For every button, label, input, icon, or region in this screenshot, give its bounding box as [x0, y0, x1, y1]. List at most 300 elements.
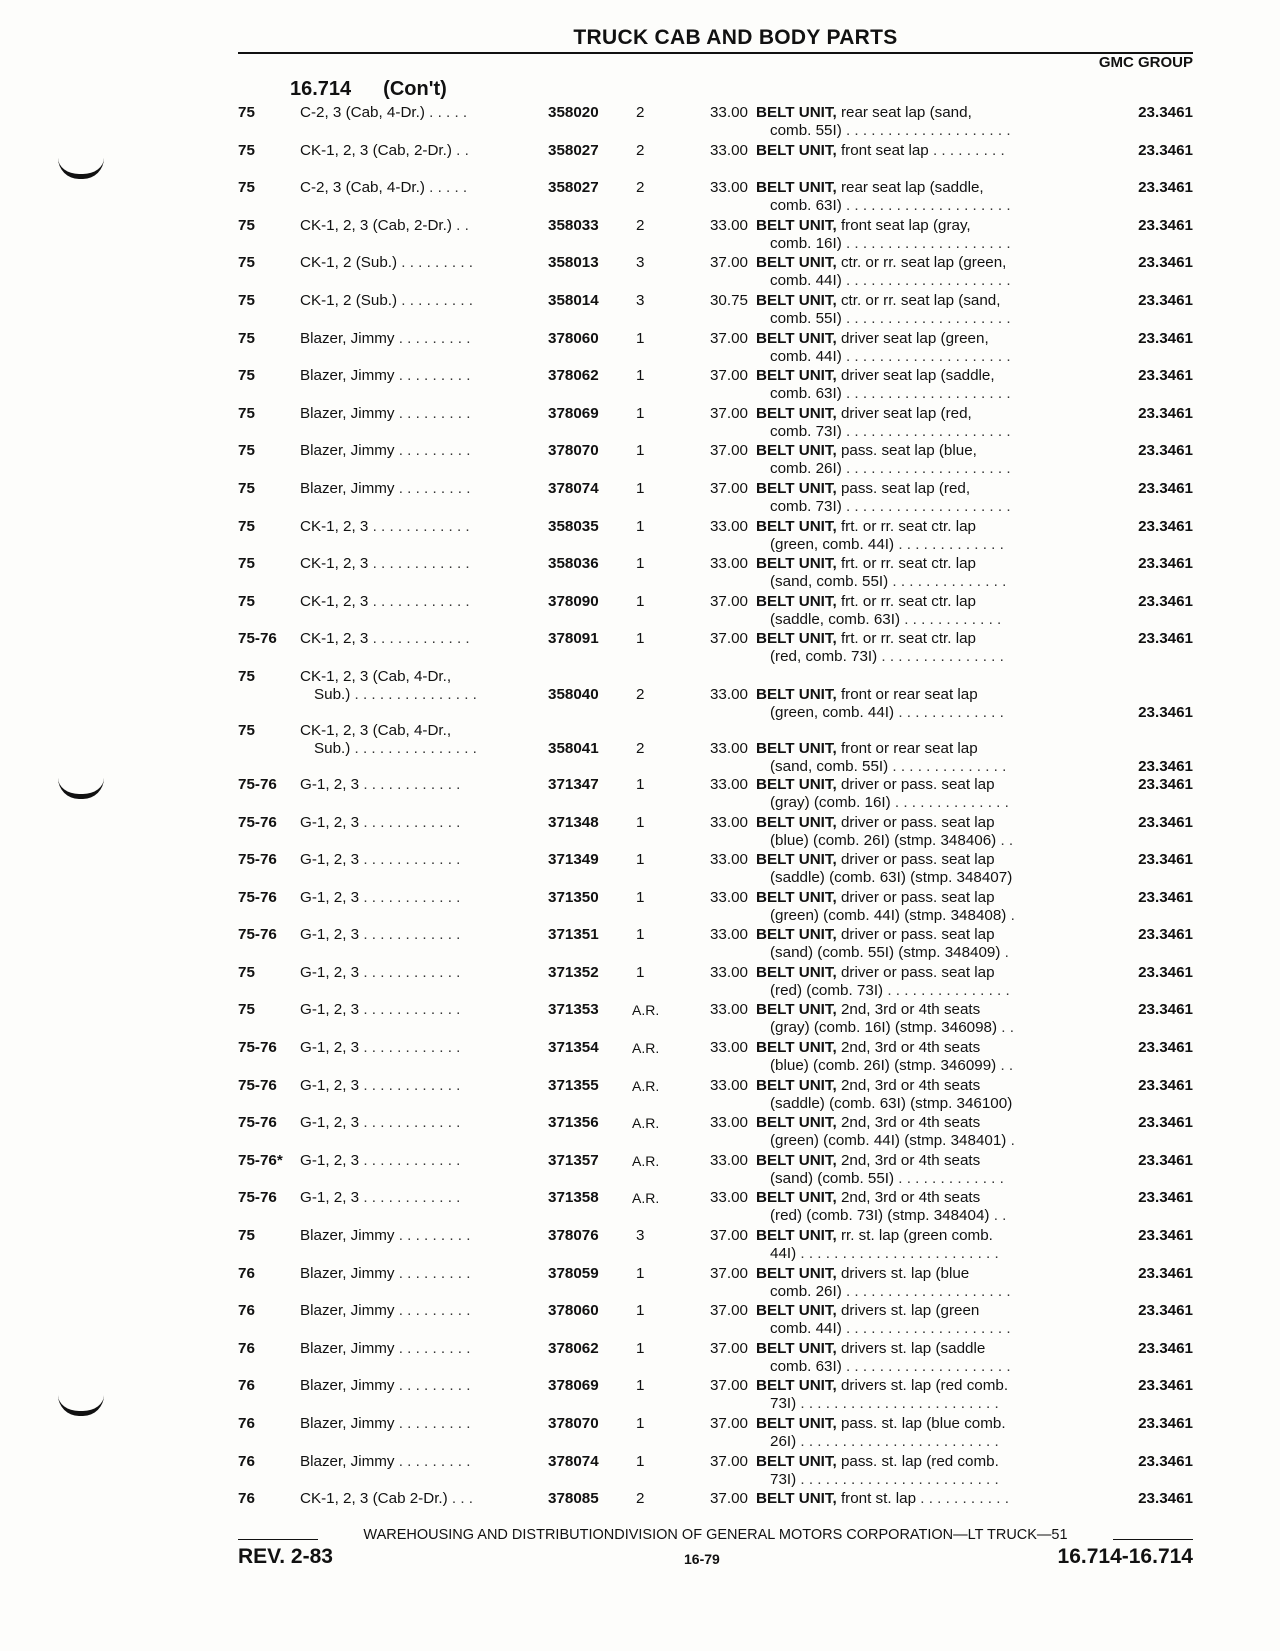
table-row	[238, 630, 1193, 668]
price-cell: 33.00	[709, 179, 748, 197]
leader-dots: . . . . . . . . .	[394, 404, 471, 422]
part-number-cell: 378062	[548, 1339, 599, 1357]
table-row	[238, 555, 1193, 593]
group-number-cell: 23.3461	[1138, 179, 1193, 197]
description-text: driver or pass. seat lap	[836, 851, 995, 869]
table-row	[238, 776, 1193, 814]
description-text-2: comb. 55I)	[770, 122, 842, 139]
description-line-1	[756, 179, 984, 196]
description-cell	[756, 179, 1086, 215]
description-cell	[756, 1453, 1086, 1489]
model-cell	[300, 889, 515, 907]
group-number-cell: 23.3461	[1138, 367, 1193, 385]
leader-dots: .	[1000, 944, 1009, 962]
description-cell	[756, 593, 1086, 629]
description-cell	[756, 1302, 1086, 1338]
model-cell	[300, 593, 515, 611]
model-text-2: Sub.)	[314, 685, 351, 703]
quantity-cell: 3	[636, 254, 645, 272]
description-line-2	[756, 1057, 1086, 1075]
group-number-cell: 23.3461	[1138, 1227, 1193, 1245]
leader-dots: . . . . . . . . . . . . . . . . . . . .	[841, 272, 1011, 290]
table-row	[238, 1039, 1193, 1077]
footer-line	[238, 1527, 1193, 1543]
description-line-1	[756, 104, 972, 121]
price-cell: 33.00	[709, 775, 748, 793]
description-cell	[756, 1227, 1086, 1263]
model-text: CK-1, 2, 3	[300, 555, 369, 573]
model-text: G-1, 2, 3	[300, 1151, 360, 1169]
quantity-cell: 2	[636, 216, 645, 234]
price-cell: 33.00	[709, 1076, 748, 1094]
description-text: pass. st. lap (red comb.	[836, 1452, 999, 1470]
year-cell: 75	[238, 329, 255, 347]
description-text: driver seat lap (green,	[836, 329, 989, 347]
quantity-cell: 2	[636, 1490, 645, 1508]
model-text: G-1, 2, 3	[300, 1189, 360, 1207]
description-text-2: 73I)	[770, 1395, 797, 1413]
leader-dots: . . . . . . . . . . . . . . . . . . . .	[841, 234, 1011, 252]
description-keyword: BELT UNIT,	[756, 1227, 837, 1245]
description-keyword: BELT UNIT,	[756, 739, 837, 757]
year-cell: 76	[238, 1264, 255, 1282]
description-text: 2nd, 3rd or 4th seats	[836, 1189, 981, 1207]
model-cell	[300, 776, 515, 794]
group-number-cell: 23.3461	[1138, 216, 1193, 234]
part-number-cell: 378060	[548, 1302, 599, 1320]
leader-dots: . . . . . . . . .	[394, 442, 471, 460]
leader-dots: . . . . . . . . . . . . . . . . . . . .	[841, 1357, 1011, 1375]
leader-dots: . . . . . . . . . . . .	[359, 1114, 461, 1132]
year-cell: 76	[238, 1490, 255, 1508]
model-cell	[300, 668, 515, 704]
description-keyword: BELT UNIT,	[756, 517, 837, 535]
description-line-2	[756, 1433, 1086, 1451]
leader-dots: . . . . . . . . .	[397, 254, 474, 272]
price-cell: 30.75	[709, 291, 748, 309]
model-cell	[300, 254, 515, 272]
description-text: front or rear seat lap	[836, 739, 978, 757]
table-row	[238, 1340, 1193, 1378]
leader-dots: . . . . . . . . .	[394, 1452, 471, 1470]
part-number-cell: 378074	[548, 1452, 599, 1470]
leader-dots: . . . . . . . . . . . . . . . . . . . .	[841, 347, 1011, 365]
part-number-cell: 378085	[548, 1490, 599, 1508]
description-line-2	[756, 1095, 1086, 1113]
description-line-2	[756, 832, 1086, 850]
part-number-cell: 378069	[548, 404, 599, 422]
description-text-2: (red) (comb. 73I) (stmp. 348404)	[770, 1207, 990, 1225]
description-cell	[756, 686, 1086, 722]
price-cell: 33.00	[709, 1189, 748, 1207]
quantity-cell: 1	[636, 367, 645, 385]
model-text: G-1, 2, 3	[300, 851, 360, 869]
group-number-cell: 23.3461	[1138, 1302, 1193, 1320]
description-cell	[756, 555, 1086, 591]
quantity-cell: 1	[636, 1377, 645, 1395]
leader-dots: . . . . . . . . .	[394, 367, 471, 385]
year-cell: 75	[238, 1227, 255, 1245]
description-cell	[756, 964, 1086, 1000]
description-keyword: BELT UNIT,	[756, 1189, 837, 1207]
table-row	[238, 668, 1193, 722]
description-cell	[756, 1114, 1086, 1150]
group-number-cell: 23.3461	[1138, 926, 1193, 944]
model-cell	[300, 292, 515, 310]
description-text: ctr. or rr. seat lap (green,	[836, 254, 1007, 272]
part-number-cell: 371350	[548, 888, 599, 906]
price-cell: 33.00	[709, 851, 748, 869]
part-number-cell: 371353	[548, 1001, 599, 1019]
model-cell	[300, 1265, 515, 1283]
part-number-cell: 378059	[548, 1264, 599, 1282]
footer-rule-left	[238, 1539, 318, 1540]
group-number-cell: 23.3461	[1138, 963, 1193, 981]
leader-dots: . . . . . . . . .	[394, 1227, 471, 1245]
model-cell	[300, 480, 515, 498]
year-cell: 75-76	[238, 813, 277, 831]
year-cell: 75	[238, 367, 255, 385]
description-text-2: comb. 44I)	[770, 347, 842, 365]
leader-dots: . . . . . . . . . . . .	[359, 1076, 461, 1094]
group-number-cell: 23.3461	[1138, 757, 1193, 775]
description-cell	[756, 1001, 1086, 1037]
description-keyword: BELT UNIT,	[756, 963, 837, 981]
year-cell: 75	[238, 517, 255, 535]
price-cell: 37.00	[709, 442, 748, 460]
price-cell: 33.00	[709, 685, 748, 703]
description-cell	[756, 630, 1086, 666]
leader-dots: . . . . . . . . . . . . . . .	[350, 685, 477, 703]
model-text: G-1, 2, 3	[300, 926, 360, 944]
model-text: G-1, 2, 3	[300, 1114, 360, 1132]
leader-dots: . . . . . . . . . . . . . . . . . . . .	[841, 1282, 1011, 1300]
leader-dots: . . . . . . . . . . . . . .	[888, 757, 1007, 775]
description-cell	[756, 1340, 1086, 1376]
group-number-cell: 23.3461	[1138, 1001, 1193, 1019]
description-cell	[756, 1265, 1086, 1301]
model-cell	[300, 442, 515, 460]
leader-dots: . . . . . . . . . . . . . . . . . . . . . . . .	[796, 1470, 999, 1488]
model-text: Blazer, Jimmy	[300, 1339, 395, 1357]
leader-dots: . . . . . . . . . . . . . . . . . . . . . . . .	[796, 1245, 999, 1263]
description-text: frt. or rr. seat ctr. lap	[836, 555, 976, 573]
price-cell: 33.00	[709, 888, 748, 906]
year-cell: 75	[238, 555, 255, 573]
model-cell	[300, 555, 515, 573]
table-row	[238, 1265, 1193, 1303]
table-row	[238, 1415, 1193, 1453]
description-text: rear seat lap (saddle,	[836, 179, 984, 197]
description-cell	[756, 926, 1086, 962]
table-row	[238, 1114, 1193, 1152]
description-line-2	[756, 197, 1086, 215]
model-text: CK-1, 2, 3	[300, 630, 369, 648]
model-cell	[300, 142, 515, 160]
description-text: drivers st. lap (red comb.	[836, 1377, 1009, 1395]
model-cell	[300, 1152, 515, 1170]
description-text-2: (gray) (comb. 16I)	[770, 793, 891, 811]
description-line-2	[756, 122, 1086, 140]
model-text: C-2, 3 (Cab, 4-Dr.)	[300, 104, 425, 121]
description-keyword: BELT UNIT,	[756, 630, 837, 648]
description-line-1	[756, 1001, 980, 1018]
quantity-cell: 1	[636, 888, 645, 906]
price-cell: 37.00	[709, 1452, 748, 1470]
leader-dots: . . . . . . . . . . . .	[359, 926, 461, 944]
description-text: frt. or rr. seat ctr. lap	[836, 517, 976, 535]
description-line-2	[756, 704, 1086, 722]
description-text-2: comb. 63I)	[770, 385, 842, 403]
price-cell: 33.00	[709, 1151, 748, 1169]
description-cell	[756, 480, 1086, 516]
description-cell	[756, 1415, 1086, 1451]
leader-dots: . . . . . . . . . . . .	[359, 1039, 461, 1057]
table-row	[238, 964, 1193, 1002]
description-text: front st. lap	[836, 1490, 917, 1508]
description-line-2	[756, 1395, 1086, 1413]
description-keyword: BELT UNIT,	[756, 254, 837, 272]
description-line-2	[756, 348, 1086, 366]
description-text: 2nd, 3rd or 4th seats	[836, 1151, 981, 1169]
year-cell: 75-76	[238, 630, 277, 648]
price-cell: 33.00	[709, 555, 748, 573]
year-cell: 76	[238, 1377, 255, 1395]
year-cell: 75	[238, 667, 255, 685]
group-number-cell: 23.3461	[1138, 703, 1193, 721]
description-cell	[756, 1039, 1086, 1075]
group-number-cell: 23.3461	[1138, 442, 1193, 460]
leader-dots: . .	[996, 831, 1014, 849]
description-text-2: (green) (comb. 44I) (stmp. 348408)	[770, 906, 1007, 924]
description-line-1	[756, 851, 995, 868]
leader-dots: . . . . . . . . . . . .	[368, 517, 470, 535]
table-row	[238, 1453, 1193, 1491]
part-number-cell: 371357	[548, 1151, 599, 1169]
description-line-2	[756, 907, 1086, 925]
description-text: 2nd, 3rd or 4th seats	[836, 1076, 981, 1094]
price-cell: 37.00	[709, 479, 748, 497]
model-cell	[300, 630, 515, 648]
part-number-cell: 358014	[548, 291, 599, 309]
leader-dots: . .	[989, 1207, 1007, 1225]
table-row	[238, 1077, 1193, 1115]
description-keyword: BELT UNIT,	[756, 404, 837, 422]
year-cell: 75	[238, 479, 255, 497]
model-cell	[300, 1377, 515, 1395]
description-text: driver or pass. seat lap	[836, 888, 995, 906]
description-text-2: (green, comb. 44I)	[770, 703, 895, 721]
quantity-cell: 1	[636, 479, 645, 497]
model-text: CK-1, 2, 3 (Cab, 2-Dr.)	[300, 141, 452, 159]
leader-dots: . . . . . . . . . . . .	[359, 851, 461, 869]
group-number-cell: 23.3461	[1138, 630, 1193, 648]
model-cell	[300, 1302, 515, 1320]
table-row	[238, 851, 1193, 889]
part-number-cell: 378091	[548, 630, 599, 648]
description-cell	[756, 1152, 1086, 1188]
table-row	[238, 1490, 1193, 1528]
model-line-2	[300, 740, 515, 758]
model-cell	[300, 518, 515, 536]
price-cell: 33.00	[709, 141, 748, 159]
group-number-cell: 23.3461	[1138, 1415, 1193, 1432]
model-text: C-2, 3 (Cab, 4-Dr.)	[300, 179, 425, 197]
leader-dots: . . . . . . . . . . . . . . . . . . . .	[841, 309, 1011, 327]
description-text-2: (red, comb. 73I)	[770, 648, 878, 666]
description-line-2	[756, 498, 1086, 516]
year-cell: 76	[238, 1339, 255, 1357]
description-text: frt. or rr. seat ctr. lap	[836, 630, 976, 648]
quantity-cell: 1	[636, 1452, 645, 1470]
table-row	[238, 1189, 1193, 1227]
description-line-1	[756, 1490, 1009, 1507]
description-line-2	[756, 1471, 1086, 1489]
part-number-cell: 371349	[548, 851, 599, 869]
table-row	[238, 1302, 1193, 1340]
leader-dots: .	[1006, 906, 1015, 924]
quantity-cell: 1	[636, 1302, 645, 1320]
description-line-1	[756, 555, 976, 572]
description-text-2: (saddle, comb. 63I)	[770, 610, 900, 628]
group-number-cell: 23.3461	[1138, 1039, 1193, 1057]
description-line-1	[756, 142, 1005, 159]
description-text-2: 26I)	[770, 1433, 797, 1450]
model-text: G-1, 2, 3	[300, 1039, 360, 1057]
description-keyword: BELT UNIT,	[756, 592, 837, 610]
model-cell	[300, 1340, 515, 1358]
part-number-cell: 371358	[548, 1189, 599, 1207]
description-text: ctr. or rr. seat lap (sand,	[836, 291, 1001, 309]
description-line-2	[756, 869, 1086, 887]
group-number-cell: 23.3461	[1138, 291, 1193, 309]
description-keyword: BELT UNIT,	[756, 888, 837, 906]
description-text-2: comb. 63I)	[770, 197, 842, 215]
section-heading	[290, 78, 447, 101]
description-text: driver seat lap (red,	[836, 404, 972, 422]
year-cell: 76	[238, 1452, 255, 1470]
model-cell	[300, 1490, 515, 1508]
description-text: driver or pass. seat lap	[836, 813, 995, 831]
model-cell	[300, 926, 515, 944]
description-cell	[756, 405, 1086, 441]
description-line-2	[756, 235, 1086, 253]
description-keyword: BELT UNIT,	[756, 1039, 837, 1057]
leader-dots: . . . . . . . . . . . . . .	[890, 793, 1009, 811]
model-text: Blazer, Jimmy	[300, 1377, 395, 1395]
description-text-2: comb. 73I)	[770, 422, 842, 440]
description-cell	[756, 1077, 1086, 1113]
price-cell: 33.00	[709, 104, 748, 121]
quantity-cell: 1	[636, 1339, 645, 1357]
price-cell: 37.00	[709, 630, 748, 648]
description-line-2	[756, 648, 1086, 666]
price-cell: 37.00	[709, 1264, 748, 1282]
description-keyword: BELT UNIT,	[756, 1076, 837, 1094]
leader-dots: . . . . . . . . .	[394, 1302, 471, 1320]
model-text: G-1, 2, 3	[300, 1001, 360, 1019]
model-cell	[300, 814, 515, 832]
year-cell: 75	[238, 442, 255, 460]
leader-dots: . . . . . . . . . . . . . . . . . . . .	[841, 197, 1011, 215]
table-row	[238, 518, 1193, 556]
leader-dots: . . . . . . . . . . . .	[359, 1151, 461, 1169]
description-line-2	[756, 1170, 1086, 1188]
table-row	[238, 480, 1193, 518]
model-cell	[300, 1453, 515, 1471]
quantity-cell: 1	[636, 592, 645, 610]
leader-dots: . . . . . . . . .	[928, 141, 1005, 159]
leader-dots: . . . . . . . . . . . . . . . . . . . .	[841, 422, 1011, 440]
model-text: CK-1, 2, 3 (Cab, 4-Dr.,	[300, 667, 452, 685]
model-text-2: Sub.)	[314, 739, 351, 757]
quantity-cell: A.R.	[632, 1115, 660, 1132]
year-cell: 75-76	[238, 1076, 277, 1094]
price-cell: 33.00	[709, 216, 748, 234]
description-text-2: comb. 44I)	[770, 272, 842, 290]
quantity-cell: 1	[636, 775, 645, 793]
description-line-1	[756, 1340, 985, 1357]
year-cell: 75	[238, 141, 255, 159]
leader-dots: . . . . . . . . . . . .	[368, 630, 470, 648]
model-cell	[300, 1114, 515, 1132]
part-number-cell: 371354	[548, 1039, 599, 1057]
model-text: Blazer, Jimmy	[300, 1227, 395, 1245]
description-text: pass. st. lap (blue comb.	[836, 1415, 1006, 1432]
leader-dots: . . . . . . . . .	[394, 329, 471, 347]
description-line-2	[756, 536, 1086, 554]
model-text: Blazer, Jimmy	[300, 479, 395, 497]
table-row	[238, 405, 1193, 443]
model-cell	[300, 367, 515, 385]
quantity-cell: 3	[636, 291, 645, 309]
table-row	[238, 254, 1193, 292]
description-cell	[756, 889, 1086, 925]
leader-dots: . . . . . . . . . . . . . . . . . . . . . . . .	[796, 1433, 999, 1450]
group-number-cell: 23.3461	[1138, 141, 1193, 159]
leader-dots: . . . . . . . . . . . . . . .	[350, 739, 477, 757]
description-text-2: comb. 16I)	[770, 234, 842, 252]
model-cell	[300, 851, 515, 869]
section-number: 16.714	[290, 78, 352, 100]
leader-dots: . . . . . . . . . . . . .	[894, 1169, 1004, 1187]
description-text: pass. seat lap (red,	[836, 479, 971, 497]
group-number-cell: 23.3461	[1138, 1452, 1193, 1470]
quantity-cell: 2	[636, 685, 645, 703]
model-text: G-1, 2, 3	[300, 813, 360, 831]
price-cell: 33.00	[709, 813, 748, 831]
description-cell	[756, 518, 1086, 554]
description-keyword: BELT UNIT,	[756, 685, 837, 703]
revision-label: REV. 2-83	[238, 1545, 333, 1568]
leader-dots: . . . . . . . . . . . . . .	[888, 573, 1007, 591]
description-line-1	[756, 292, 1000, 309]
quantity-cell: 1	[636, 329, 645, 347]
year-cell: 76	[238, 1302, 255, 1320]
description-line-1	[756, 518, 976, 535]
description-keyword: BELT UNIT,	[756, 442, 837, 460]
description-keyword: BELT UNIT,	[756, 1377, 837, 1395]
price-cell: 37.00	[709, 592, 748, 610]
table-row	[238, 292, 1193, 330]
table-row	[238, 926, 1193, 964]
quantity-cell: 2	[636, 739, 645, 757]
description-line-1	[756, 405, 972, 422]
table-row	[238, 367, 1193, 405]
model-text: Blazer, Jimmy	[300, 404, 395, 422]
part-number-cell: 371347	[548, 775, 599, 793]
description-text: drivers st. lap (green	[836, 1302, 980, 1320]
